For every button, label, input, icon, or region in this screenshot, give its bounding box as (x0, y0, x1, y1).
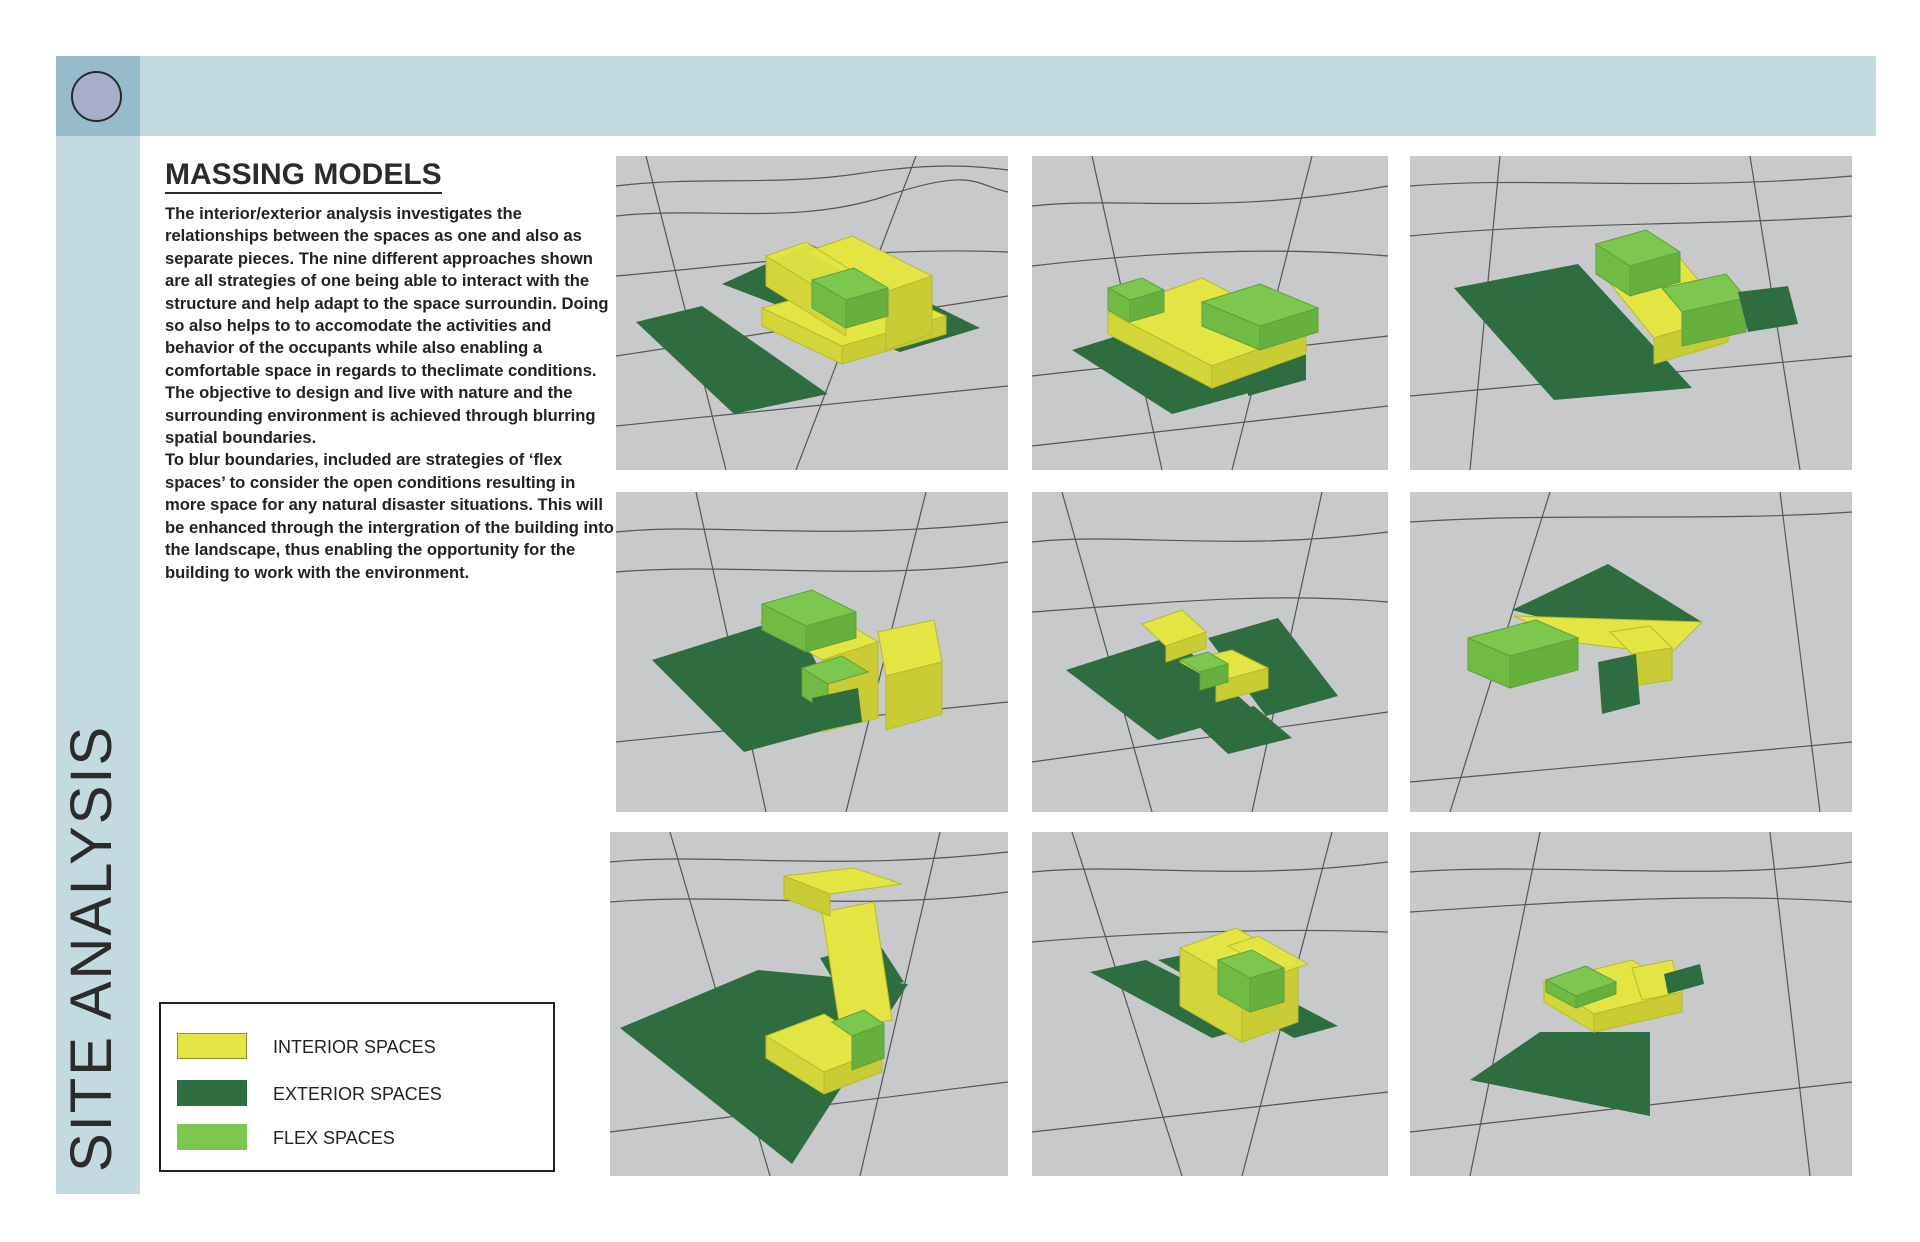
description-paragraph-1: The interior/exterior analysis investigates the relationships between the spaces as one and also as separate pieces. The nine different approaches shown are all strategies of one being able to interact with the structure and help adapt to the space surroundin. Doing so also helps to to accomodate the activities and behavior of the occupants while also enabling a comfortable space in regards to theclimate conditions. The objective to design and live with nature and the surrounding environment is achieved through blurring spatial boundaries. (165, 204, 609, 448)
massing-model-4 (616, 492, 1008, 812)
legend-swatch-flex (177, 1124, 247, 1150)
legend-label-interior: INTERIOR SPACES (273, 1037, 436, 1057)
massing-model-7 (610, 832, 1008, 1176)
sidebar-title: SITE ANALYSIS (59, 724, 124, 1172)
massing-model-3 (1410, 156, 1852, 470)
massing-model-8 (1032, 832, 1388, 1176)
circle-icon (71, 71, 122, 122)
legend-swatch-exterior (177, 1080, 247, 1106)
legend-label-flex: FLEX SPACES (273, 1128, 395, 1148)
massing-model-2 (1032, 156, 1388, 470)
header-band (56, 56, 1876, 136)
massing-model-6 (1410, 492, 1852, 812)
massing-model-1 (616, 156, 1008, 470)
page-title: MASSING MODELS (165, 158, 442, 194)
massing-model-5 (1032, 492, 1388, 812)
massing-model-9 (1410, 832, 1852, 1176)
description-paragraph-2: To blur boundaries, included are strategies of ‘flex spaces’ to consider the open conditions resulting in more space for any natural disaster situations. This will be enhanced through the intergration of the building into the landscape, thus enabling the opportunity for the building to work with the environment. (165, 450, 614, 582)
legend (159, 1002, 555, 1172)
description (165, 203, 615, 584)
legend-swatch-interior (177, 1033, 247, 1059)
legend-label-exterior: EXTERIOR SPACES (273, 1084, 442, 1104)
